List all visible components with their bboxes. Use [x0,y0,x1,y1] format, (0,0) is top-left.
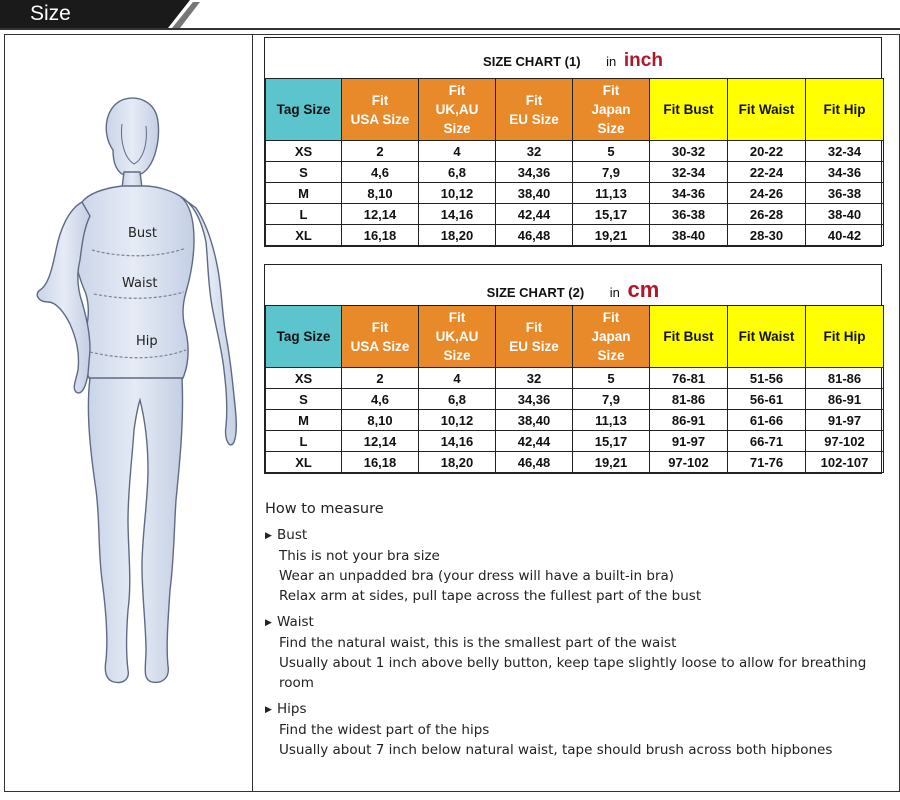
table-cell: 86-91 [650,410,728,431]
table-cell: 2 [342,368,419,389]
column-header-line: Size [443,121,471,136]
section-heading-text: Hips [277,701,307,717]
triangle-bullet-icon: ▶ [265,618,272,628]
column-header [573,79,650,141]
table-cell: 51-56 [728,368,806,389]
table-cell: 81-86 [650,389,728,410]
unit-label: cm [627,277,660,302]
table-cell: L [266,204,342,225]
howto-title: How to measure [265,501,384,517]
size-table-inch [265,78,884,246]
table-cell: XL [266,225,342,246]
table-cell: 10,12 [419,410,496,431]
table-cell: 11,13 [573,183,650,204]
column-header-line: Fit [525,319,543,335]
table-cell: 4,6 [342,162,419,183]
table-cell: 24-26 [728,183,806,204]
body-figure [10,80,245,700]
table-cell: 11,13 [573,410,650,431]
table-cell: 6,8 [419,162,496,183]
section-heading [265,699,895,720]
column-header-line: Fit Waist [738,329,795,344]
table-cell: 8,10 [342,410,419,431]
table-cell: 5 [573,368,650,389]
column-header-line: Size [597,348,625,363]
table-cell: 16,18 [342,452,419,473]
table-cell: 32 [496,141,573,162]
table-cell: 97-102 [650,452,728,473]
table-cell: 4 [419,141,496,162]
table-cell: 38-40 [650,225,728,246]
table-row [266,410,884,431]
section-heading [265,612,895,633]
table-cell: 32 [496,368,573,389]
table-cell: 15,17 [573,204,650,225]
column-header-line: Fit Waist [738,102,795,117]
column-header [496,79,573,141]
table-cell: 4 [419,368,496,389]
column-header [419,306,496,368]
how-to-measure [265,501,895,766]
table-row [266,141,884,162]
section-line: Usually about 7 inch below natural waist, tape should brush across both hipbones [279,742,833,758]
section-line: This is not your bra size [279,548,440,564]
column-header-line: UK,AU [435,329,479,344]
column-header [266,306,342,368]
column-header [419,79,496,141]
table-cell: 7,9 [573,162,650,183]
column-header [806,306,884,368]
column-header [728,79,806,141]
table-cell: 12,14 [342,431,419,452]
column-header-line: USA Size [350,338,410,354]
column-header-line: Fit [448,310,466,325]
table-cell: M [266,410,342,431]
column-header [496,306,573,368]
column-header [342,306,419,368]
table-cell: 38-40 [806,204,884,225]
table-cell: 34,36 [496,162,573,183]
table-cell: 6,8 [419,389,496,410]
waist-label: Waist [122,276,158,291]
section-line: Find the widest part of the hips [279,722,490,738]
table-cell: 32-34 [650,162,728,183]
table-row [266,183,884,204]
table-row [266,452,884,473]
section-heading-text: Bust [277,527,308,543]
table-cell: 14,16 [419,204,496,225]
table-cell: 36-38 [650,204,728,225]
column-header-line: Japan [591,102,631,117]
column-header-line: Size [597,121,625,136]
table-cell: 81-86 [806,368,884,389]
column-header-line: Fit [448,83,466,98]
table-cell: 56-61 [728,389,806,410]
table-cell: 10,12 [419,183,496,204]
column-header [573,306,650,368]
chart-title [265,265,881,305]
body-silhouette [10,80,245,700]
section-heading-text: Waist [277,614,314,630]
column-header-line: Fit [371,319,389,335]
howto-section [265,699,895,760]
table-cell: 97-102 [806,431,884,452]
table-cell: 76-81 [650,368,728,389]
table-cell: XS [266,368,342,389]
section-line: Wear an unpadded bra (your dress will have a built-in bra) [279,568,675,584]
section-line: Relax arm at sides, pull tape across the fullest part of the bust [279,588,702,604]
table-cell: 36-38 [806,183,884,204]
table-cell: 19,21 [573,452,650,473]
table-cell: 42,44 [496,431,573,452]
column-header-line: Fit [371,92,389,108]
column-header-line: Fit Hip [823,329,866,344]
table-cell: 22-24 [728,162,806,183]
table-row [266,431,884,452]
table-cell: 46,48 [496,452,573,473]
column-header-line: EU Size [509,111,559,127]
table-cell: 91-97 [806,410,884,431]
column-header-line: UK,AU [435,102,479,117]
column-header-line: Tag Size [276,329,331,344]
table-cell: 30-32 [650,141,728,162]
table-cell: 38,40 [496,410,573,431]
table-cell: 32-34 [806,141,884,162]
column-header-line: Japan [591,329,631,344]
column-header-line: EU Size [509,338,559,354]
section-line: Usually about 1 inch above belly button, keep tape slightly loose to allow for breathing room [279,655,867,691]
header-divider [0,28,900,30]
header-row [266,79,884,141]
table-cell: 18,20 [419,452,496,473]
table-cell: 18,20 [419,225,496,246]
table-cell: 20-22 [728,141,806,162]
table-row [266,225,884,246]
table-cell: 26-28 [728,204,806,225]
column-header-line: Fit Bust [663,102,714,117]
page-title: Size [30,2,71,25]
table-cell: 28-30 [728,225,806,246]
column-header-line: Fit Bust [663,329,714,344]
table-row [266,389,884,410]
column-header [342,79,419,141]
table-cell: 38,40 [496,183,573,204]
chart-title [265,38,881,78]
table-cell: 71-76 [728,452,806,473]
table-cell: 46,48 [496,225,573,246]
table-cell: 86-91 [806,389,884,410]
column-header [650,79,728,141]
frame-divider [252,34,253,792]
size-tab [0,0,200,30]
table-row [266,368,884,389]
chart-title-text: SIZE CHART (1) [483,54,581,69]
unit-prefix: in [609,285,620,300]
howto-sections [265,525,895,760]
table-cell: 8,10 [342,183,419,204]
table-row [266,162,884,183]
table-cell: 15,17 [573,431,650,452]
table-cell: 34,36 [496,389,573,410]
column-header-line: Fit [602,310,620,325]
table-cell: 19,21 [573,225,650,246]
table-cell: 12,14 [342,204,419,225]
column-header-line: Fit [525,92,543,108]
hip-label: Hip [136,334,158,349]
table-cell: 2 [342,141,419,162]
column-header-line: Tag Size [276,102,331,117]
table-cell: 40-42 [806,225,884,246]
size-table-cm [265,305,884,473]
unit-prefix: in [606,54,617,69]
table-cell: 61-66 [728,410,806,431]
table-cell: S [266,389,342,410]
table-cell: XL [266,452,342,473]
triangle-bullet-icon: ▶ [265,531,272,541]
table-cell: L [266,431,342,452]
unit-label: inch [623,50,663,71]
howto-section [265,612,895,693]
size-chart-cm [264,264,882,474]
table-cell: S [266,162,342,183]
table-row [266,204,884,225]
table-cell: 66-71 [728,431,806,452]
section-line: Find the natural waist, this is the smallest part of the waist [279,635,677,651]
triangle-bullet-icon: ▶ [265,705,272,715]
table-cell: 4,6 [342,389,419,410]
table-cell: 7,9 [573,389,650,410]
section-heading [265,525,895,546]
column-header [650,306,728,368]
table-cell: 91-97 [650,431,728,452]
table-cell: XS [266,141,342,162]
table-cell: 5 [573,141,650,162]
table-cell: M [266,183,342,204]
table-cell: 102-107 [806,452,884,473]
column-header [728,306,806,368]
size-chart-inch [264,37,882,247]
column-header [806,79,884,141]
column-header-line: USA Size [350,111,410,127]
column-header [266,79,342,141]
bust-label: Bust [128,226,158,241]
header-row [266,306,884,368]
table-cell: 34-36 [650,183,728,204]
column-header-line: Size [443,348,471,363]
table-cell: 16,18 [342,225,419,246]
column-header-line: Fit [602,83,620,98]
table-cell: 14,16 [419,431,496,452]
column-header-line: Fit Hip [823,102,866,117]
howto-section [265,525,895,606]
table-cell: 42,44 [496,204,573,225]
chart-title-text: SIZE CHART (2) [486,285,585,300]
table-cell: 34-36 [806,162,884,183]
